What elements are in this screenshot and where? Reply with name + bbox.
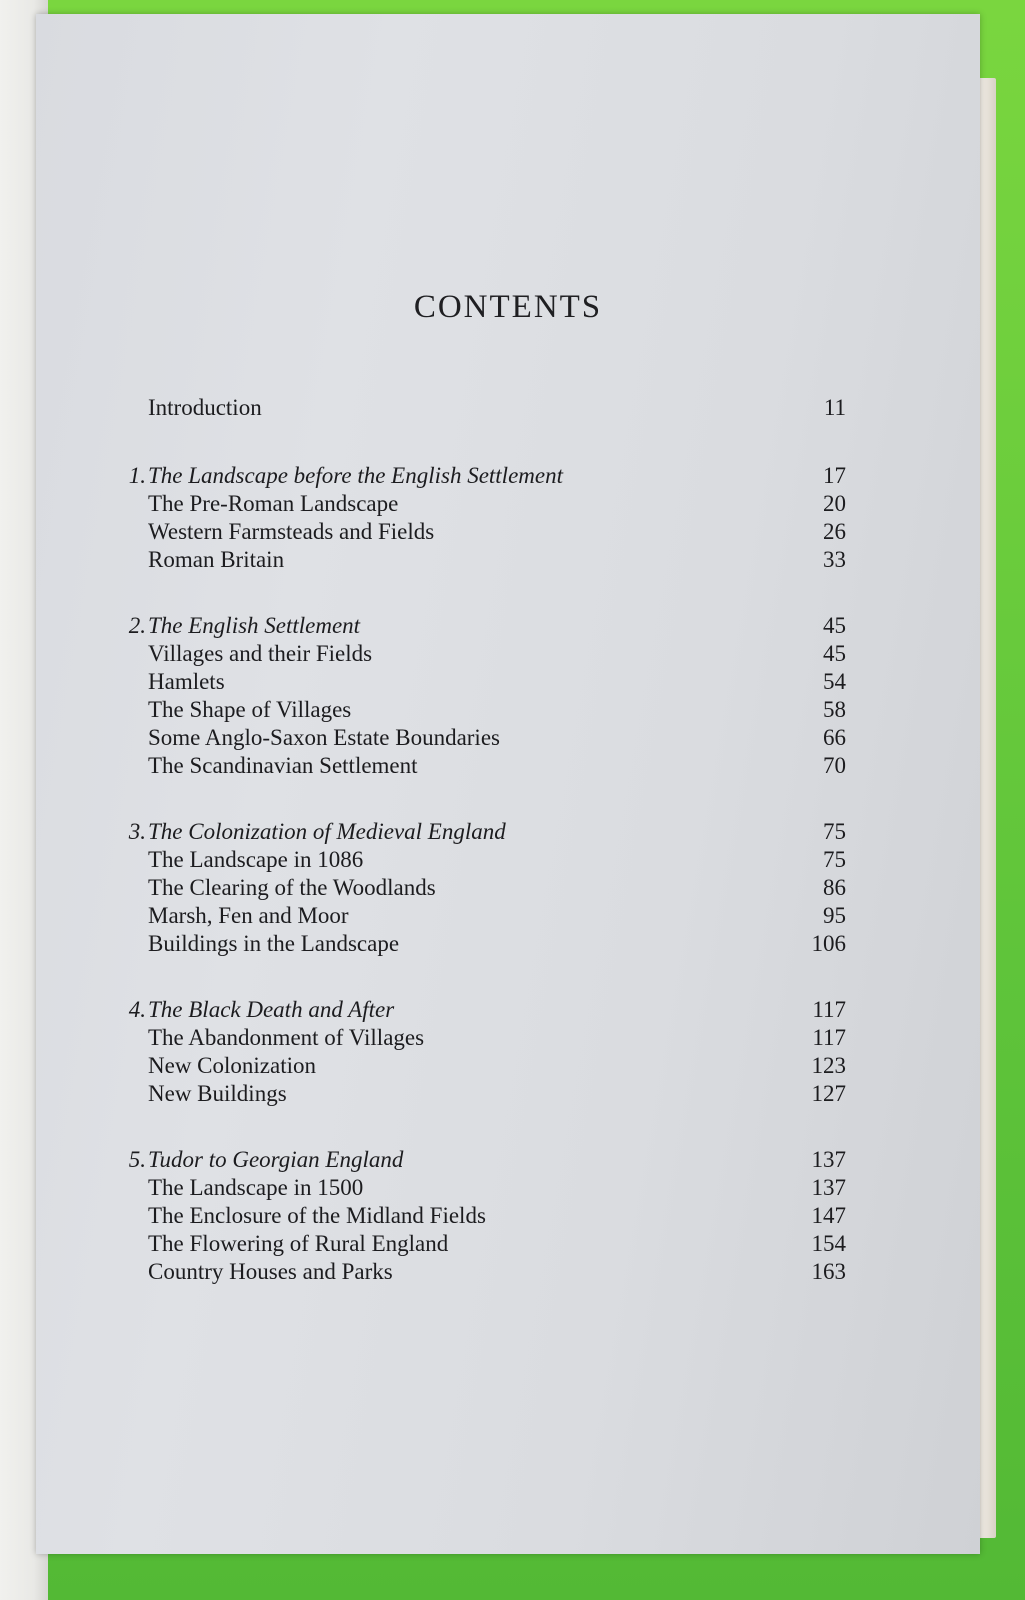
toc-section: [106, 1080, 846, 1108]
section-title: Marsh, Fen and Moor: [148, 903, 349, 928]
toc-page-number: 70: [823, 753, 846, 778]
toc-chapter: [106, 612, 846, 640]
toc-page-number: 127: [811, 1081, 846, 1106]
chapter-title: The Landscape before the English Settlement: [148, 463, 563, 488]
chapter-title: Tudor to Georgian England: [148, 1147, 404, 1172]
chapter-number: 2.: [128, 613, 146, 638]
chapter-number: 4.: [128, 997, 146, 1022]
toc-page-number: 154: [811, 1231, 846, 1256]
toc-chapter: [106, 1146, 846, 1174]
section-title: The Clearing of the Woodlands: [148, 875, 436, 900]
section-title: The Shape of Villages: [148, 697, 352, 722]
toc-section: [106, 640, 846, 668]
toc-page-number: 33: [823, 547, 846, 572]
toc-section: [106, 1052, 846, 1080]
section-title: Hamlets: [148, 669, 225, 694]
section-title: The Scandinavian Settlement: [148, 753, 418, 778]
toc-page-number: 17: [823, 463, 846, 488]
section-title: The Flowering of Rural England: [148, 1231, 449, 1256]
toc-page-number: 95: [823, 903, 846, 928]
toc-section: [106, 930, 846, 958]
toc-section: [106, 1230, 846, 1258]
toc-section: [106, 1024, 846, 1052]
toc-entry-title: Introduction: [148, 395, 262, 420]
toc-page-number: 75: [823, 819, 846, 844]
toc-section: [106, 846, 846, 874]
chapter-number: 1.: [128, 463, 146, 488]
section-title: The Landscape in 1500: [148, 1175, 364, 1200]
toc-page-number: 147: [811, 1203, 846, 1228]
toc-page-number: 11: [823, 395, 846, 420]
toc-chapter: [106, 996, 846, 1024]
toc-page-number: 66: [823, 725, 846, 750]
toc-chapter: [106, 462, 846, 490]
toc-page-number: 45: [823, 641, 846, 666]
toc-page-number: 20: [823, 491, 846, 516]
toc-section: [106, 902, 846, 930]
toc-page-number: 75: [823, 847, 846, 872]
toc-page-number: 106: [811, 931, 846, 956]
section-title: New Buildings: [148, 1081, 287, 1106]
toc-section: [106, 696, 846, 724]
section-title: The Enclosure of the Midland Fields: [148, 1203, 486, 1228]
toc-page-number: 123: [811, 1053, 846, 1078]
table-of-contents: [106, 394, 846, 1286]
section-title: The Abandonment of Villages: [148, 1025, 425, 1050]
toc-section: [106, 668, 846, 696]
section-title: New Colonization: [148, 1053, 316, 1078]
section-title: Villages and their Fields: [148, 641, 373, 666]
book-page: [36, 14, 980, 1554]
toc-section: [106, 490, 846, 518]
section-title: Country Houses and Parks: [148, 1259, 393, 1284]
chapter-title: The Colonization of Medieval England: [148, 819, 506, 844]
chapter-title: The Black Death and After: [148, 997, 395, 1022]
toc-section: [106, 752, 846, 780]
toc-section: [106, 1174, 846, 1202]
section-title: Roman Britain: [148, 547, 285, 572]
chapter-number: 3.: [128, 819, 146, 844]
chapter-title: The English Settlement: [148, 613, 361, 638]
toc-page-number: 26: [823, 519, 846, 544]
toc-section: [106, 1258, 846, 1286]
toc-page-number: 45: [823, 613, 846, 638]
toc-page-number: 117: [812, 997, 846, 1022]
toc-page-number: 137: [811, 1147, 846, 1172]
toc-page-number: 58: [823, 697, 846, 722]
toc-page-number: 117: [812, 1025, 846, 1050]
section-title: The Pre-Roman Landscape: [148, 491, 399, 516]
toc-page-number: 163: [811, 1259, 846, 1284]
toc-page-number: 137: [811, 1175, 846, 1200]
section-title: The Landscape in 1086: [148, 847, 364, 872]
toc-section: [106, 724, 846, 752]
toc-chapter: [106, 818, 846, 846]
toc-section: [106, 546, 846, 574]
section-title: Western Farmsteads and Fields: [148, 519, 435, 544]
section-title: Buildings in the Landscape: [148, 931, 400, 956]
toc-page-number: 86: [823, 875, 846, 900]
toc-section: [106, 874, 846, 902]
contents-heading: CONTENTS: [413, 289, 603, 325]
toc-section: [106, 518, 846, 546]
toc-page-number: 54: [823, 669, 846, 694]
toc-section: [106, 1202, 846, 1230]
section-title: Some Anglo-Saxon Estate Boundaries: [148, 725, 500, 750]
toc-introduction: [106, 394, 846, 422]
chapter-number: 5.: [128, 1147, 146, 1172]
